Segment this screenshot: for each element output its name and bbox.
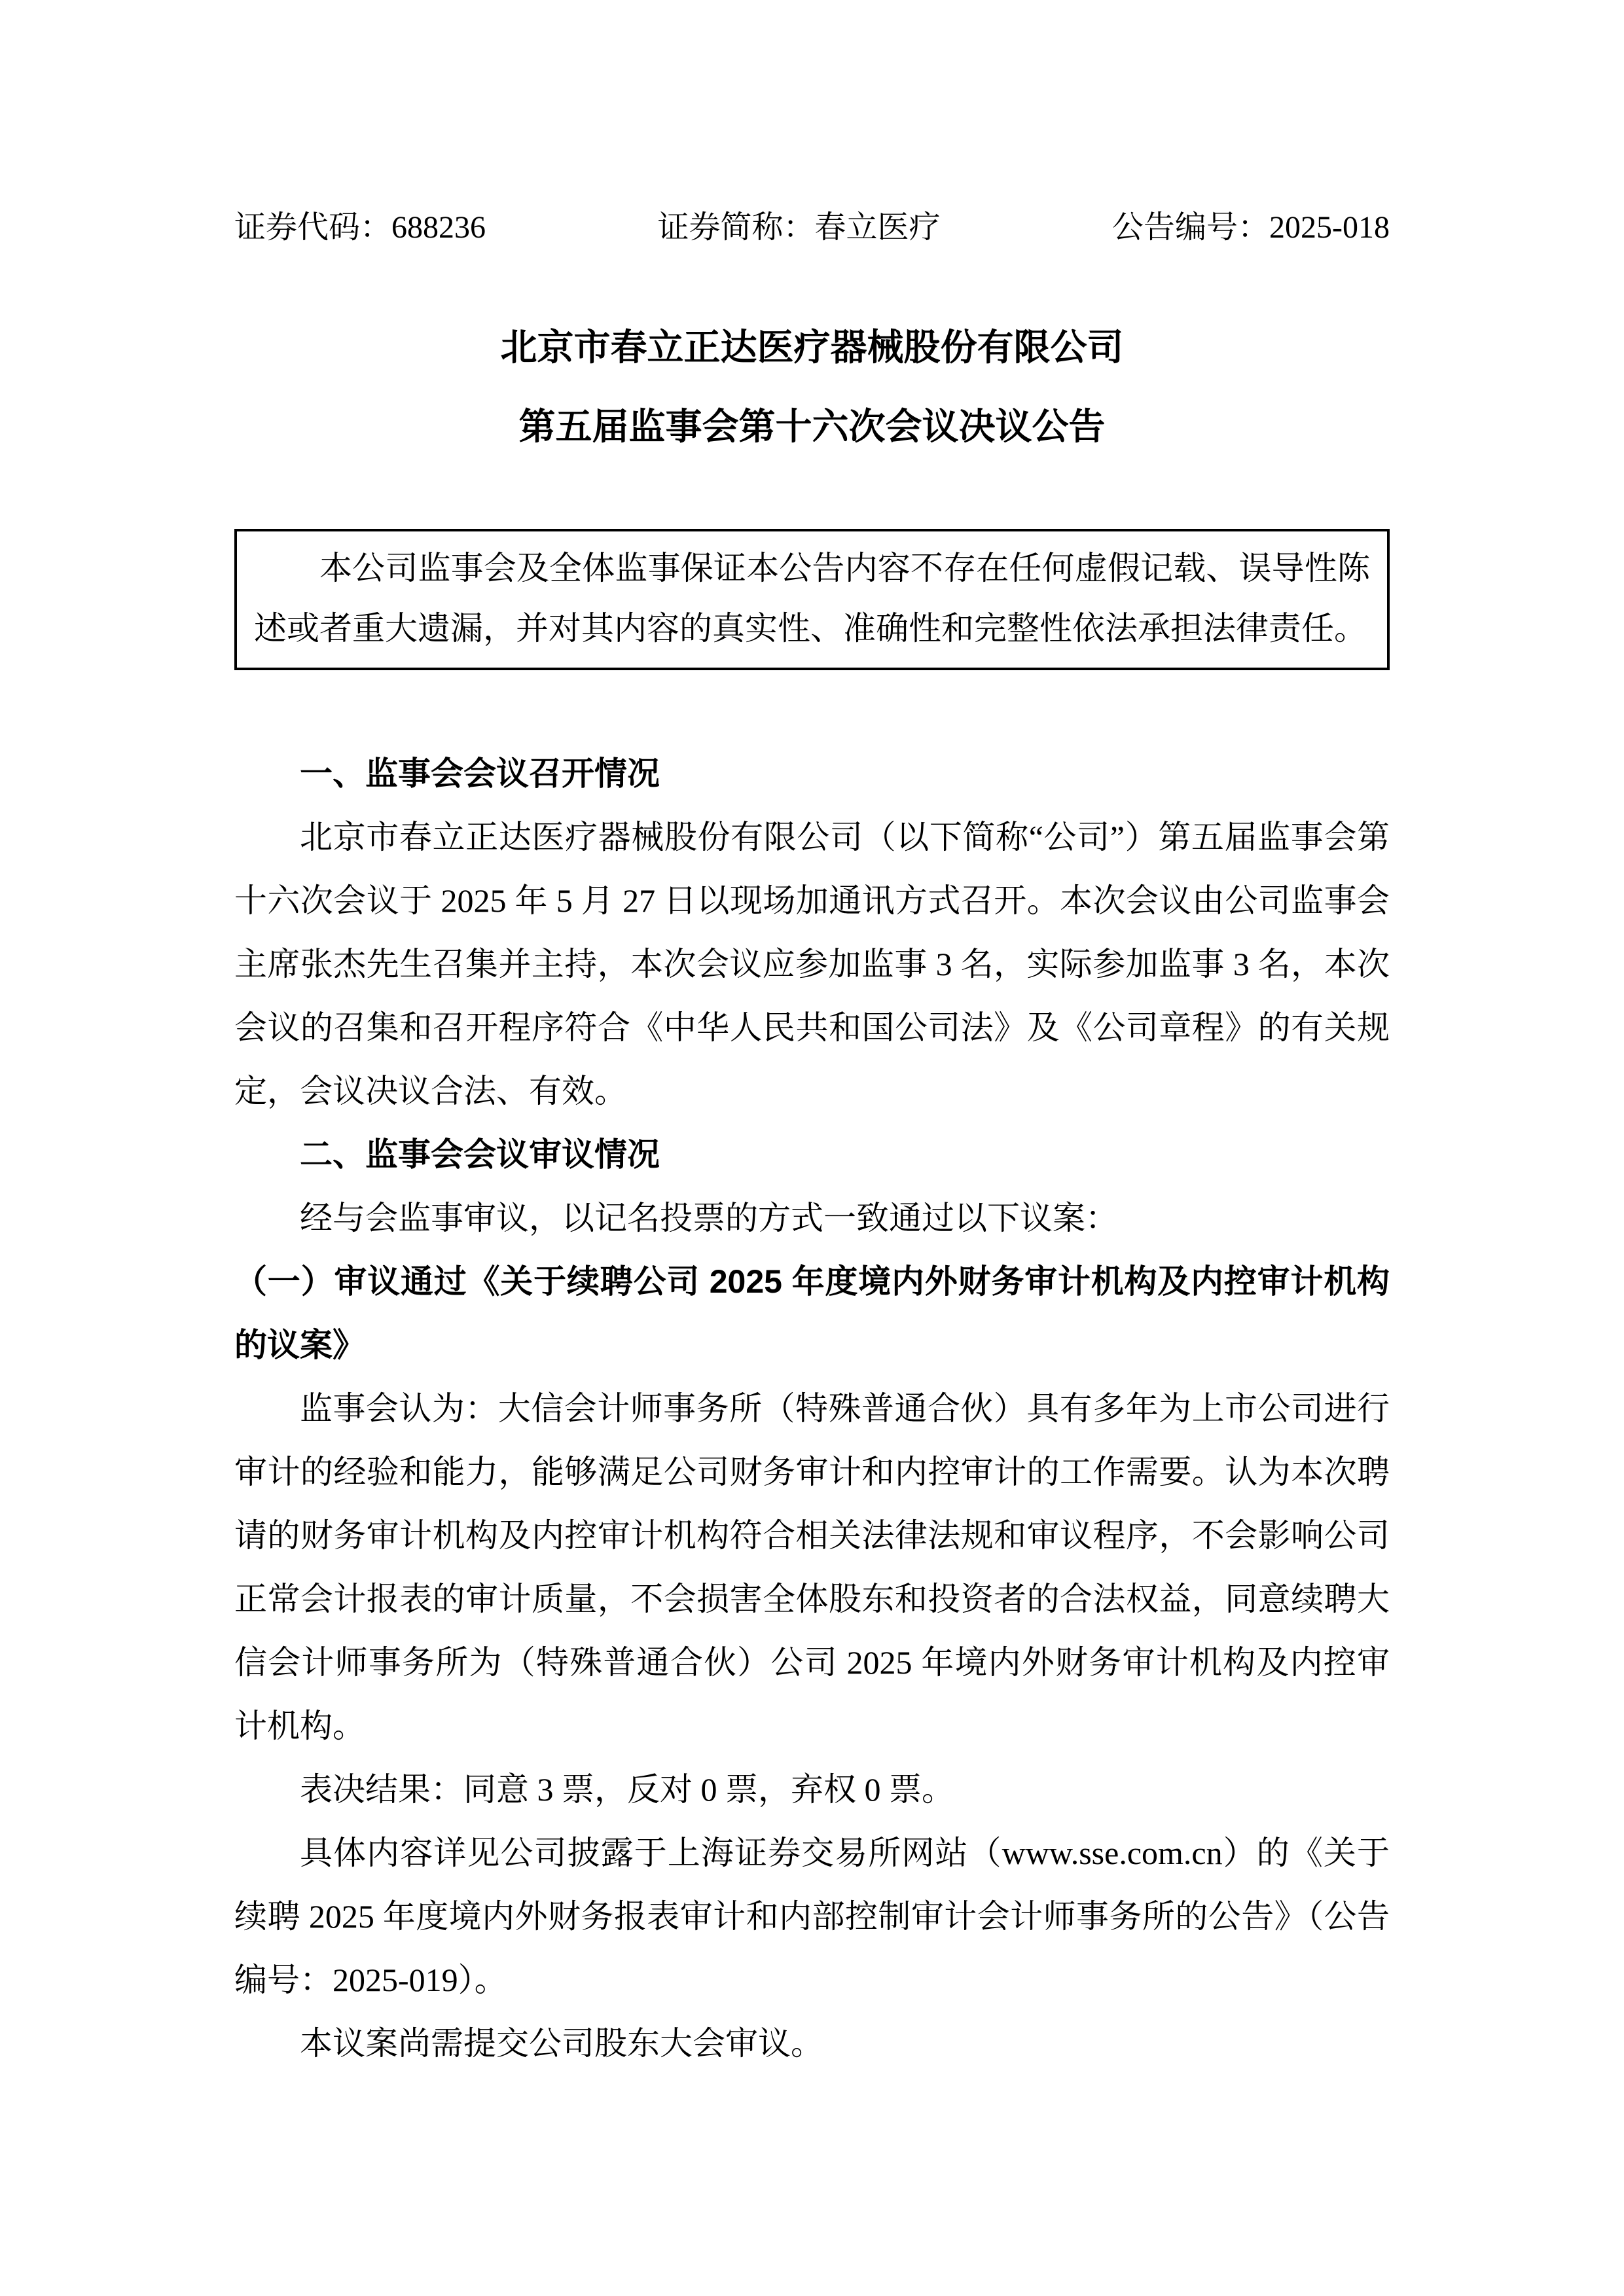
proposal-heading: （一）审议通过《关于续聘公司 2025 年度境内外财务审计机构及内控审计机构的议案》 <box>234 1263 1390 1363</box>
document-title-company: 北京市春立正达医疗器械股份有限公司 <box>500 327 1124 368</box>
document-body <box>234 742 1390 2075</box>
announcement-number-text: 公告编号：2025-018 <box>1112 210 1390 245</box>
proposal-disclosure-paragraph: 具体内容详见公司披露于上海证券交易所网站（www.sse.com.cn）的《关于续聘 2025 年度境内外财务报表审计和内部控制审计会计师事务所的公告》（公告编号：2025-019）。 <box>234 1835 1390 1998</box>
proposal-opinion-paragraph: 监事会认为：大信会计师事务所（特殊普通合伙）具有多年为上市公司进行审计的经验和能力，能够满足公司财务审计和内控审计的工作需要。认为本次聘请的财务审计机构及内控审计机构符合相关法律法规和审议程序，不会影响公司正常会计报表的审计质量，不会损害全体股东和投资者的合法权益，同意续聘大信会计师事务所为（特殊普通合伙）公司 2025 年境内外财务审计机构及内控审计机构。 <box>234 1390 1390 1744</box>
proposal-submission-note: 本议案尚需提交公司股东大会审议。 <box>300 2025 823 2062</box>
document-title <box>234 308 1390 466</box>
section-heading-convening: 一、监事会会议召开情况 <box>300 755 660 792</box>
stock-code-text: 证券代码：688236 <box>234 210 486 245</box>
disclaimer-box <box>234 529 1390 670</box>
disclaimer-text: 本公司监事会及全体监事保证本公告内容不存在任何虚假记载、误导性陈述或者重大遗漏，并对其内容的真实性、准确性和完整性依法承担法律责任。 <box>254 550 1370 647</box>
document-title-meeting: 第五届监事会第十六次会议决议公告 <box>518 406 1106 447</box>
securities-meta-row <box>234 208 1390 247</box>
proposal-vote-result: 表决结果：同意 3 票，反对 0 票，弃权 0 票。 <box>300 1771 954 1808</box>
section-convening-paragraph: 北京市春立正达医疗器械股份有限公司（以下简称“公司”）第五届监事会第十六次会议于 2025 年 5 月 27 日以现场加通讯方式召开。本次会议由公司监事会主席张杰先生召集并主持，本次会议应参加监事 3 名，实际参加监事 3 名，本次会议的召集和召开程序符合《中华人民共和国公司法》及《公司章程》的有关规定，会议决议合法、有效。 <box>234 819 1390 1109</box>
section-deliberation-intro: 经与会监事审议，以记名投票的方式一致通过以下议案： <box>300 1200 1118 1236</box>
stock-short-name-text: 证券简称：春立医疗 <box>657 210 941 245</box>
section-heading-deliberation: 二、监事会会议审议情况 <box>300 1136 660 1173</box>
